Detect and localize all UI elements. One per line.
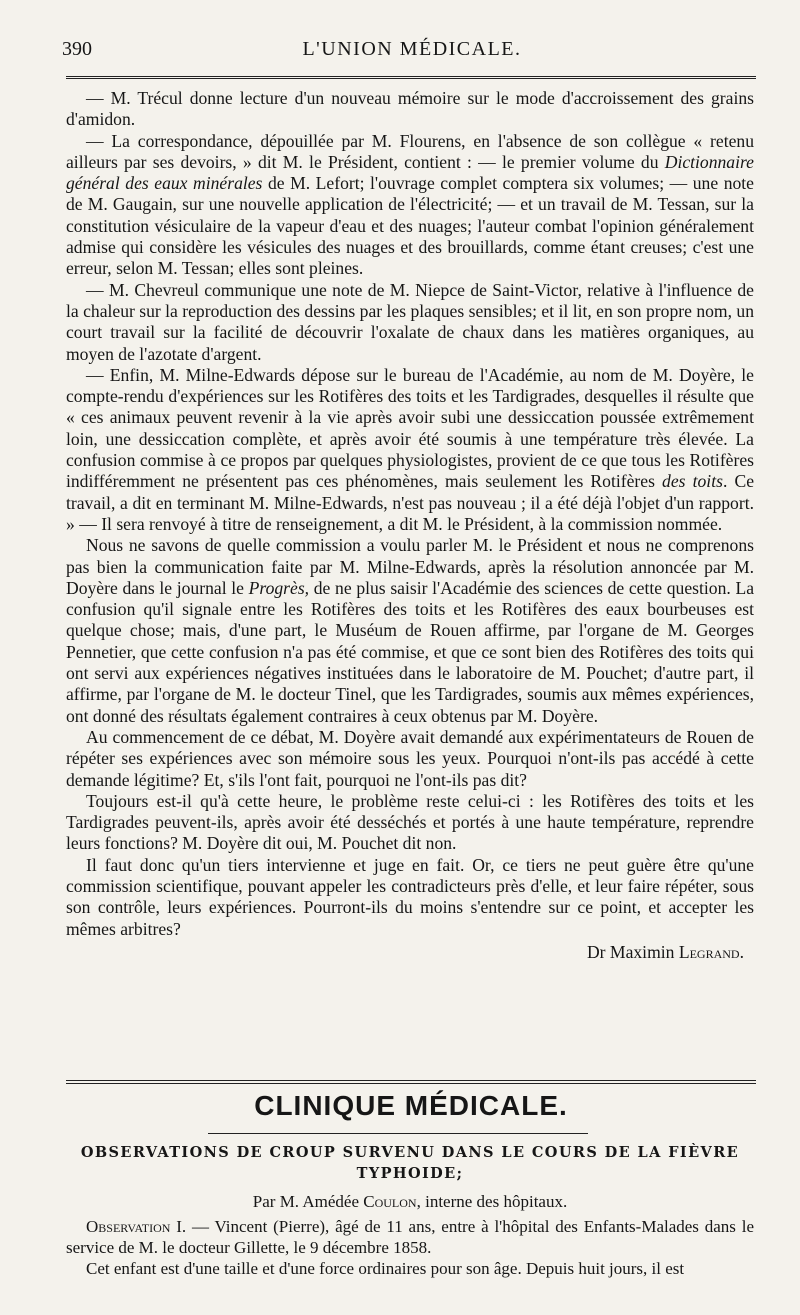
section-rule [66, 1080, 756, 1084]
author-name: Coulon [363, 1191, 417, 1211]
text-segment: Toujours est-il qu'à cette heure, le problème reste celui-ci : les Rotifères des toits et les Tardigrades peuvent-ils, après avoir été desséchés et portés à une haute température, reprendre leurs fonctions? M. Doyère dit oui, M. Pouchet dit non. [66, 790, 754, 854]
article-paragraph [66, 131, 754, 280]
signature-name: Legrand. [678, 941, 744, 962]
signature [66, 942, 754, 963]
italic-segment: Dictionnaire général des eaux minérales [66, 151, 754, 194]
page-header [62, 30, 762, 66]
article-paragraph [66, 88, 754, 131]
text-segment: — M. Trécul donne lecture d'un nouveau mémoire sur le mode d'accroissement des grains d'amidon. [66, 88, 754, 130]
clinical-section [66, 1142, 754, 1280]
author-suffix: , interne des hôpitaux. [416, 1191, 568, 1211]
text-segment: de ne plus saisir l'Académie des sciences de cette question. La confusion qu'il signale entre les Rotifères des toits et les Rotifères des eaux bourbeuses est quelque chose; mais, d'une part, le Muséum de Rouen affirme, par l'organe de M. Georges Pennetier, que cette confusion n'a pas été commise, et que ce sont bien des Rotifères des toits qui ont servi aux expériences négatives instituées dans le laboratoire de M. Pouchet; d'autre part, il affirme, par l'organe de M. le docteur Tinel, que les Tardigrades, soumis aux mêmes expériences, ont donné des résultats également contraires à ceux obtenus par M. Doyère. [66, 577, 754, 726]
section-subrule [208, 1133, 588, 1134]
running-title: L'UNION MÉDICALE. [302, 38, 522, 60]
article-paragraph [66, 791, 754, 855]
article-paragraphs [66, 88, 754, 940]
header-rule [66, 76, 756, 79]
article-paragraph [66, 280, 754, 365]
observation-label: Observation I. [86, 1216, 187, 1236]
observation-title: OBSERVATIONS DE CROUP SURVENU DANS LE COURS DE LA FIÈVRE TYPHOIDE; [80, 1144, 740, 1183]
signature-prefix: Dr Maximin [586, 941, 679, 962]
text-segment: Il faut donc qu'un tiers intervienne et juge en fait. Or, ce tiers ne peut guère être qu'une commission scientifique, pouvant appeler les contradicteurs près d'elle, et leur faire répéter, sous son contrôle, leurs expériences. Pourront-ils du moins s'entendre sur ce point, et accepter les mêmes arbitres? [66, 854, 754, 939]
section-title: CLINIQUE MÉDICALE. [254, 1090, 568, 1121]
text-segment: de M. Lefort; l'ouvrage complet comptera six volumes; — une note de M. Gaugain, sur une nouvelle application de l'électricité; — et un travail de M. Tessan, sur la constitution vésiculaire de la vapeur d'eau et des nuages; l'auteur combat l'opinion généralement admise qui considère les vésicules des nuages et des brouillards, comme étant creuses; c'est une erreur, selon M. Tessan; elles sont pleines. [66, 173, 754, 279]
author-prefix: Par M. Amédée [252, 1191, 364, 1211]
italic-segment: Progrès, [248, 577, 310, 598]
text-segment: Au commencement de ce débat, M. Doyère avait demandé aux expérimentateurs de Rouen de répéter ses expériences avec son mémoire sous les yeux. Pourquoi n'ont-ils pas accédé à cette demande légitime? Et, s'ils l'ont fait, pourquoi ne l'ont-ils pas dit? [66, 726, 754, 790]
observation-paragraph-1 [66, 1216, 754, 1259]
italic-segment: des toits [662, 471, 723, 492]
author-line [66, 1191, 754, 1212]
article-paragraph [66, 855, 754, 940]
text-segment: — La correspondance, dépouillée par M. Flourens, en l'absence de son collègue « retenu ailleurs par ses devoirs, » dit M. le Président, contient : — le premier volume du [66, 130, 754, 172]
article-paragraph [66, 535, 754, 727]
observation-text-1: — Vincent (Pierre), âgé de 11 ans, entre à l'hôpital des Enfants-Malades dans le service de M. le docteur Gillette, le 9 décembre 1858. [66, 1216, 754, 1258]
text-segment: — Enfin, M. Milne-Edwards dépose sur le bureau de l'Académie, au nom de M. Doyère, le compte-rendu d'expériences sur les Rotifères des toits et les Tardigrades, desquelles il résulte que « ces animaux peuvent revenir à la vie après avoir subi une dessiccation poussée extrêmement loin, une dessiccation complète, et après avoir été soumis à une température très élevée. La confusion commise à ce propos par quelques physiologistes, provient de ce que tous les Rotifères indifféremment ne présentent pas ces phénomènes, mais seulement les Rotifères [66, 364, 754, 492]
article-body [66, 88, 754, 963]
article-paragraph [66, 365, 754, 535]
observation-paragraph-2: Cet enfant est d'une taille et d'une force ordinaires pour son âge. Depuis huit jours, il est [86, 1259, 685, 1279]
article-paragraph [66, 727, 754, 791]
page-number: 390 [62, 38, 92, 60]
text-segment: . Ce travail, a dit en terminant M. Milne-Edwards, n'est pas nouveau ; il a été déjà l'objet d'un rapport. » — Il sera renvoyé à titre de renseignement, a dit M. le Président, à la commission nommée. [66, 471, 754, 534]
text-segment: Nous ne savons de quelle commission a voulu parler M. le Président et nous ne comprenons pas bien la communication faite par M. Milne-Edwards, après la résolution annoncée par M. Doyère dans le journal le [66, 535, 754, 598]
text-segment: — M. Chevreul communique une note de M. Niepce de Saint-Victor, relative à l'influence de la chaleur sur la reproduction des dessins par les plaques sensibles; et il lit, en son propre nom, un court travail sur la facilité de découvrir l'oxalate de chaux dans les matières organiques, au moyen de l'azotate d'argent. [66, 279, 754, 364]
